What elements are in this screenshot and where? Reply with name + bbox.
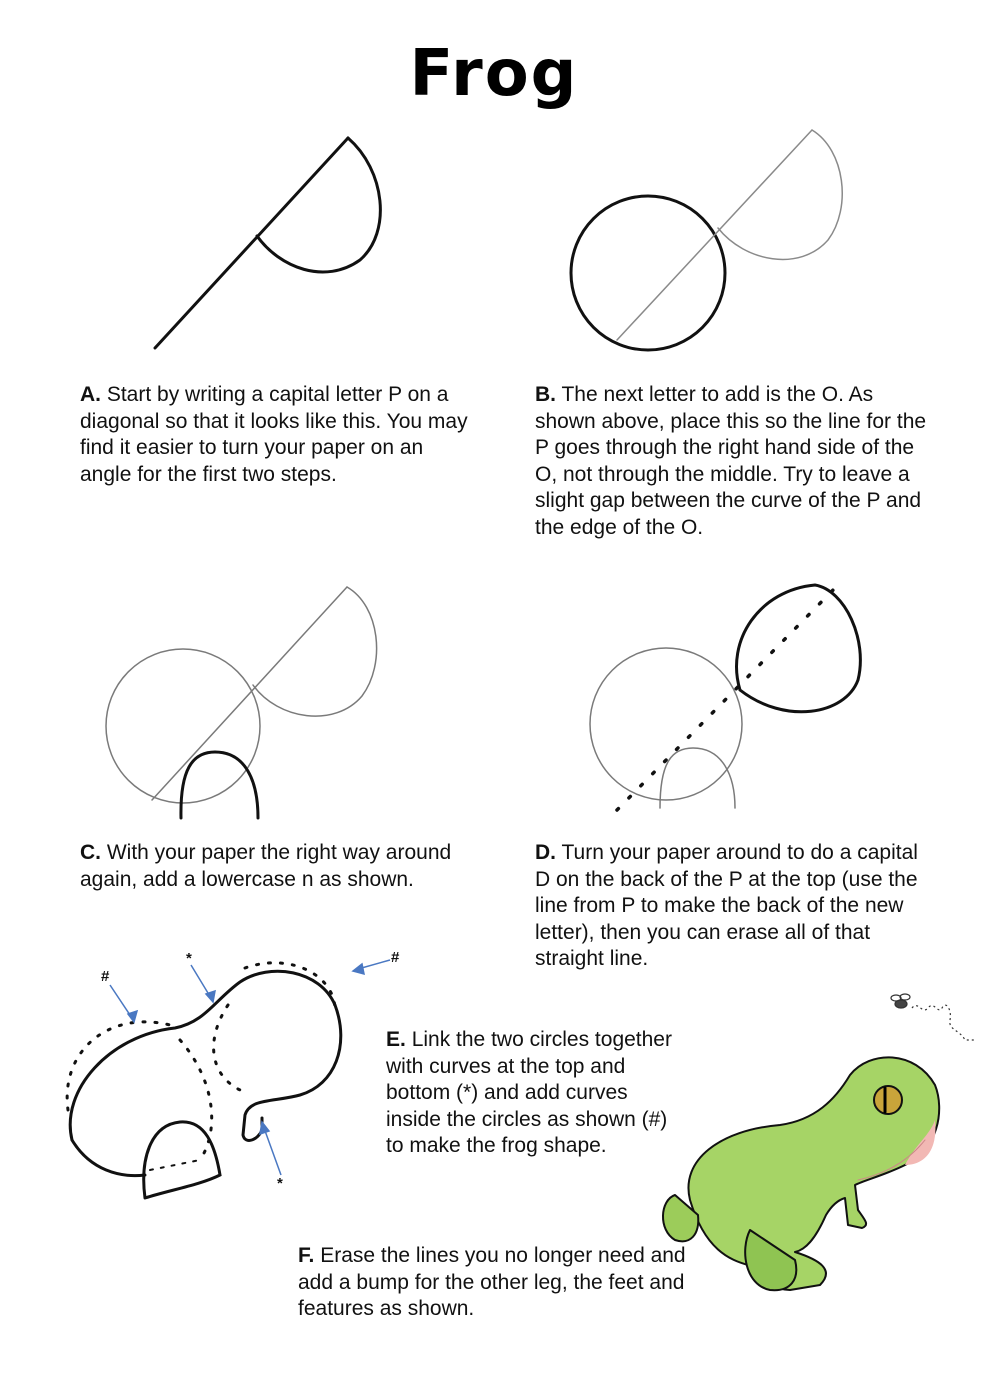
annotation-hash-right: # <box>391 949 400 966</box>
step-d-text: D. Turn your paper around to do a capital D on the back of the P at the top (use the line from P to make the back of the new letter), then you can erase all of that straight line. <box>535 841 918 971</box>
step-b-text: B. The next letter to add is the O. As shown above, place this so the line for the P goes through the right hand side of the O, not through the middle. Try to leave a slight gap between the curve of the P and the edge of the O. <box>535 383 927 539</box>
step-e-text: E. Link the two circles together with curves at the top and bottom (*) and add curves inside the circles as shown (#) to make the frog shape. <box>386 1028 672 1158</box>
annotation-hash-left: # <box>101 968 110 985</box>
step-c-text: C. With your paper the right way around again, add a lowercase n as shown. <box>80 841 452 891</box>
annotation-star-bottom: * <box>277 1175 283 1192</box>
step-f-text: F. Erase the lines you no longer need and add a bump for the other leg, the feet and features as shown. <box>298 1244 686 1321</box>
annotation-star-top: * <box>186 950 192 967</box>
step-a-text: A. Start by writing a capital letter P on a diagonal so that it looks like this. You may find it easier to turn your paper on an angle for the first two steps. <box>80 383 468 486</box>
page-title: Frog <box>409 37 579 111</box>
